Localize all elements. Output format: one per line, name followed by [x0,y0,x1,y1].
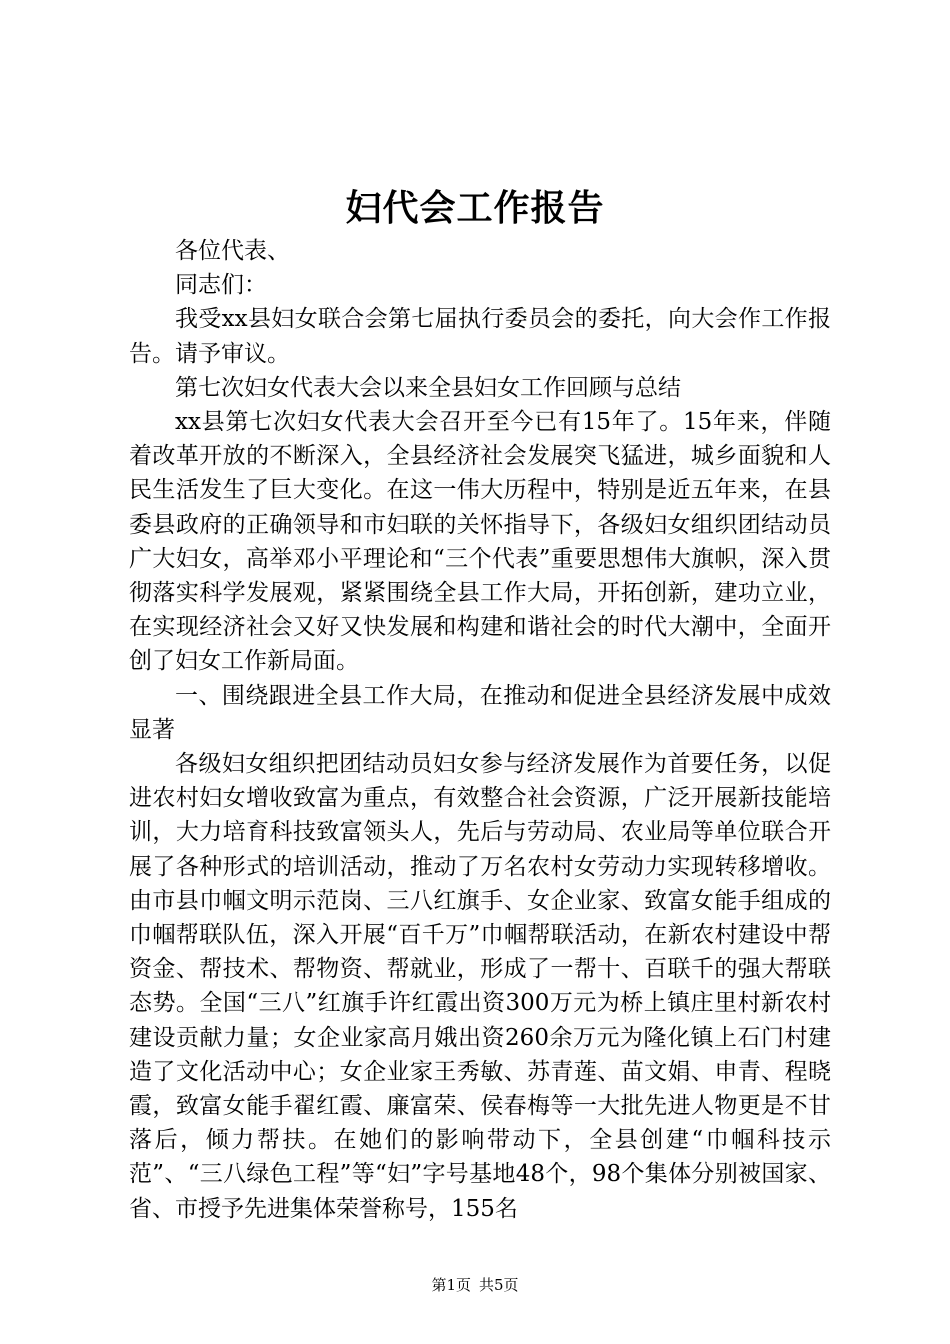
page-footer [0,1275,950,1295]
document-title: 妇代会工作报告 [345,187,605,229]
salutation-line: 同志们： [175,272,267,299]
body-paragraph: 各级妇女组织把团结动员妇女参与经济发展作为首要任务，以促进农村妇女增收致富为重点，有效整合社会资源，广泛开展新技能培训，大力培育科技致富领头人，先后与劳动局、农业局等单位联合开展了各种形式的培训活动，推动了万名农村女劳动力实现转移增收。由市县巾帼文明示范岗、三八红旗手、女企业家、致富女能手组成的巾帼帮联队伍，深入开展“百千万”巾帼帮联活动，在新农村建设中帮资金、帮技术、帮物资、帮就业，形成了一帮十、百联千的强大帮联态势。全国“三八”红旗手许红霞出资300万元为桥上镇庄里村新农村建设贡献力量；女企业家高月娥出资260余万元为隆化镇上石门村建造了文化活动中心；女企业家王秀敏、苏青莲、苗文娟、申青、程晓霞，致富女能手翟红霞、廉富荣、侯春梅等一大批先进人物更是不甘落后，倾力帮扶。在她们的影响带动下，全县创建“巾帼科技示范”、“三八绿色工程”等“妇”字号基地48个，98个集体分别被国家、省、市授予先进集体荣誉称号，155名 [129,751,831,1222]
page-total: 共5页 [479,1276,519,1294]
salutation-line: 各位代表、 [175,238,290,264]
section-heading: 第七次妇女代表大会以来全县妇女工作回顾与总结 [175,374,681,401]
document-body [129,234,831,1226]
section-heading: 一、围绕跟进全县工作大局，在推动和促进全县经济发展中成效显著 [129,682,831,743]
body-paragraph: xx县第七次妇女代表大会召开至今已有15年了。15年来，伴随着改革开放的不断深入，全县经济社会发展突飞猛进，城乡面貌和人民生活发生了巨大变化。在这一伟大历程中，特别是近五年来，在县委县政府的正确领导和市妇联的关怀指导下，各级妇女组织团结动员广大妇女，高举邓小平理论和“三个代表”重要思想伟大旗帜，深入贯彻落实科学发展观，紧紧围绕全县工作大局，开拓创新，建功立业，在实现经济社会又好又快发展和构建和谐社会的时代大潮中，全面开创了妇女工作新局面。 [129,409,831,675]
body-paragraph: 我受xx县妇女联合会第七届执行委员会的委托，向大会作工作报告。请予审议。 [129,306,831,367]
page-number: 第1页 [431,1276,471,1294]
